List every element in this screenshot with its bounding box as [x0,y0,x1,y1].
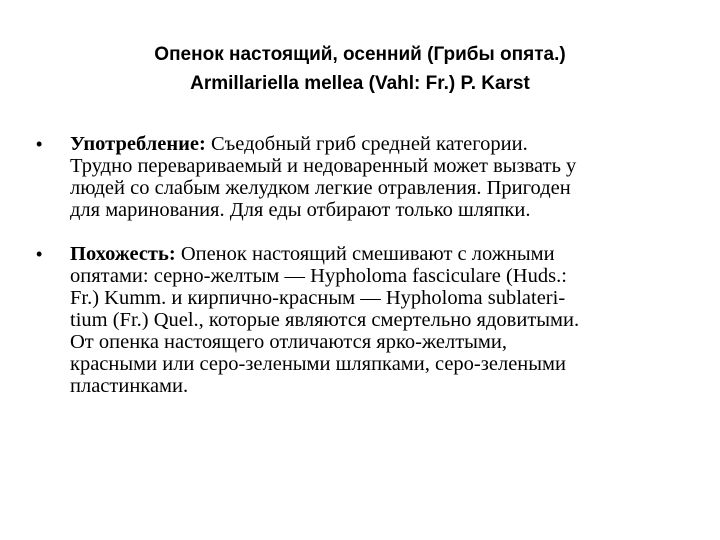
item-text-line: для маринования. Для еды отбирают только шляпки. [70,199,531,221]
item-text-line: опятами: серно-желтым — Hypholoma fasciculare (Huds.: [70,265,567,287]
item-text-line: Fr.) Kumm. и кирпично-красным — Hypholoma sublateri- [70,287,566,309]
slide-title [60,40,660,98]
item-text-line: людей со слабым желудком легкие отравления. Пригоден [70,177,571,199]
list-item-similarity [36,243,686,397]
item-text-line: красными или серо-зелеными шляпками, серо-зелеными [70,353,566,375]
item-text-line: tium (Fr.) Quel., которые являются смертельно ядовитыми. [70,309,580,331]
list-item-usage [36,133,686,221]
item-label: Похожесть: [70,243,176,265]
title-line-russian: Опенок настоящий, осенний (Грибы опята.) [154,44,566,65]
bullet-icon: • [36,244,43,264]
item-first-text: Опенок настоящий смешивают с ложными [175,243,555,265]
item-first-line [70,243,686,265]
title-line-latin: Armillariella mellea (Vahl: Fr.) P. Karst [190,73,530,94]
item-text-line: пластинками. [70,375,189,397]
item-text-line: От опенка настоящего отличаются ярко-желтыми, [70,331,507,353]
item-text-line: Трудно перевариваемый и недоваренный может вызвать у [70,155,577,177]
bullet-icon: • [36,134,43,154]
item-first-line [70,133,686,155]
item-label: Употребление: [70,133,206,155]
item-first-text: Съедобный гриб средней категории. [205,133,528,155]
bullet-list [36,133,686,419]
